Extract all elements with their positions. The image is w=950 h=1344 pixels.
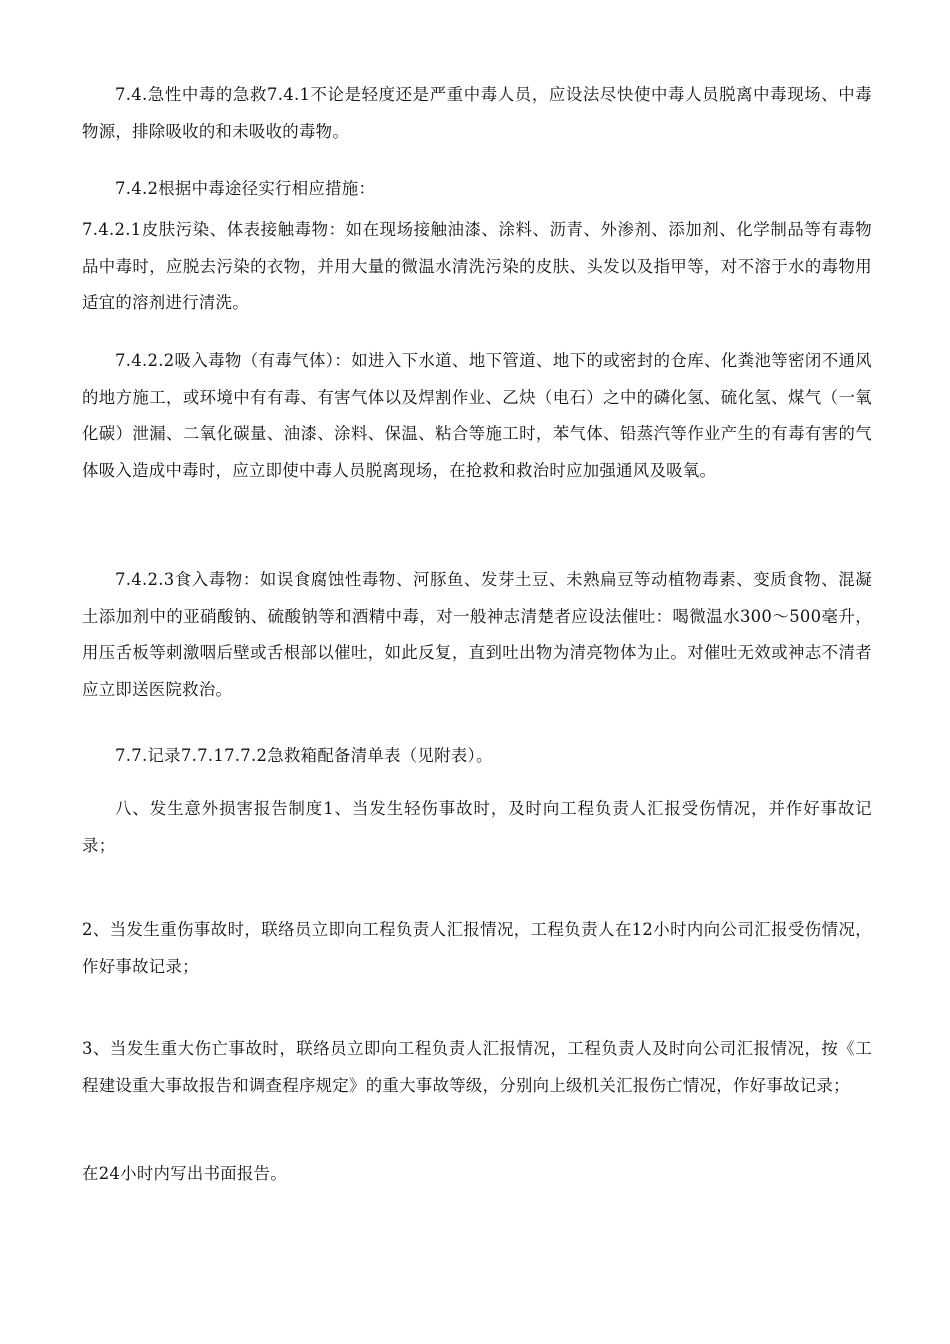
paragraph-ingestion: 7.4.2.3食入毒物：如误食腐蚀性毒物、河豚鱼、发芽土豆、未熟扁豆等动植物毒素、变质食物、混凝土添加剂中的亚硝酸钠、硫酸钠等和酒精中毒，对一般神志清楚者应设法催吐：喝微温水300～500毫升，用压舌板等刺激咽后壁或舌根部以催吐，如此反复，直到吐出物为清亮物体为止。对催吐无效或神志不清者应立即送医院救治。 (82, 570, 872, 699)
paragraph-inhalation: 7.4.2.2吸入毒物（有毒气体）：如进入下水道、地下管道、地下的或密封的仓库、化粪池等密闭不通风的地方施工，或环境中有有毒、有害气体以及焊割作业、乙炔（电石）之中的磷化氢、硫化氢、煤气（一氧化碳）泄漏、二氧化碳量、油漆、涂料、保温、粘合等施工时，苯气体、铅蒸汽等作业产生的有毒有害的气体吸入造成中毒时，应立即使中毒人员脱离现场，在抢救和救治时应加强通风及吸氧。 (82, 351, 872, 480)
paragraph-acute-poisoning-first-aid: 7.4.急性中毒的急救7.4.1不论是轻度还是严重中毒人员，应设法尽快使中毒人员脱离中毒现场、中毒物源，排除吸收的和未吸收的毒物。 (82, 85, 872, 141)
paragraph-accident-report-major: 3、当发生重大伤亡事故时，联络员立即向工程负责人汇报情况，工程负责人及时向公司汇报情况，按《工程建设重大事故报告和调查程序规定》的重大事故等级，分别向上级机关汇报伤亡情况，作好事故记录； (82, 1039, 872, 1095)
paragraph-accident-report-serious: 2、当发生重伤事故时，联络员立即向工程负责人汇报情况，工程负责人在12小时内向公司汇报受伤情况，作好事故记录； (82, 920, 872, 976)
paragraph-measures-by-route: 7.4.2根据中毒途径实行相应措施： (115, 179, 376, 198)
paragraph-skin-contact: 7.4.2.1皮肤污染、体表接触毒物：如在现场接触油漆、涂料、沥青、外渗剂、添加剂、化学制品等有毒物品中毒时，应脱去污染的衣物，并用大量的微温水清洗污染的皮肤、头发以及指甲等，对不溶于水的毒物用适宜的溶剂进行清洗。 (82, 220, 872, 312)
paragraph-first-aid-kit-record: 7.7.记录7.7.17.7.2急救箱配备清单表（见附表）。 (115, 746, 493, 765)
paragraph-written-report: 在24小时内写出书面报告。 (82, 1164, 288, 1183)
paragraph-accident-report-minor: 八、发生意外损害报告制度1、当发生轻伤事故时，及时向工程负责人汇报受伤情况，并作好事故记录； (82, 799, 872, 855)
